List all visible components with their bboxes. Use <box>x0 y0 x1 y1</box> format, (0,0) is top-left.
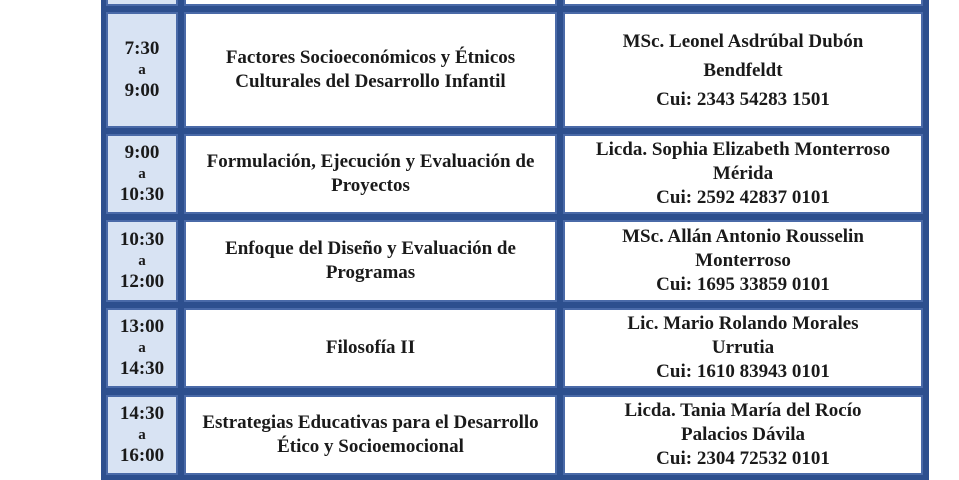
time-separator: a <box>138 253 146 269</box>
time-cell <box>106 134 178 214</box>
subject-cell <box>184 220 557 302</box>
teacher-cell <box>563 134 923 214</box>
start-time: 10:30 <box>119 229 165 250</box>
table-row-partial <box>106 0 924 6</box>
table-row <box>106 134 924 214</box>
teacher-name-line-1: Lic. Mario Rolando Morales <box>627 313 859 334</box>
teacher-name-line-1: Licda. Sophia Elizabeth Monterroso <box>595 139 891 160</box>
time-cell <box>106 12 178 128</box>
teacher-name-line-1: Licda. Tania María del Rocío <box>624 400 862 421</box>
time-cell <box>106 220 178 302</box>
subject-cell <box>184 308 557 388</box>
teacher-cell <box>563 12 923 128</box>
teacher-name-line-2: Monterroso <box>695 250 791 271</box>
table-row <box>106 308 924 388</box>
end-time: 16:00 <box>119 445 165 466</box>
teacher-cui: Cui: 1695 33859 0101 <box>656 274 830 295</box>
table-row <box>106 12 924 128</box>
subject-cell <box>184 0 557 6</box>
teacher-cell <box>563 395 923 475</box>
end-time: 12:00 <box>119 271 165 292</box>
time-separator: a <box>138 340 146 356</box>
subject-name: Enfoque del Diseño y Evaluación de Programas <box>225 238 516 283</box>
table-row <box>106 395 924 475</box>
teacher-name-line-2: Bendfeldt <box>703 59 783 81</box>
teacher-cui: Cui: 2304 72532 0101 <box>656 448 830 469</box>
teacher-name-line-1: MSc. Leonel Asdrúbal Dubón <box>622 30 864 52</box>
start-time: 14:30 <box>119 403 165 424</box>
schedule-table <box>101 0 929 480</box>
time-separator: a <box>138 62 146 78</box>
end-time: 14:30 <box>119 358 165 379</box>
teacher-cui: Cui: 2592 42837 0101 <box>656 187 830 208</box>
end-time: 10:30 <box>119 184 165 205</box>
teacher-name-line-2: Mérida <box>712 163 774 184</box>
teacher-name-line-2: Urrutia <box>711 337 775 358</box>
time-cell <box>106 395 178 475</box>
end-time: 9:00 <box>124 80 160 101</box>
time-cell <box>106 0 178 6</box>
table-row <box>106 220 924 302</box>
start-time: 13:00 <box>119 316 165 337</box>
teacher-cell <box>563 220 923 302</box>
start-time: 7:30 <box>124 38 160 59</box>
teacher-cell <box>563 308 923 388</box>
subject-cell <box>184 395 557 475</box>
start-time: 9:00 <box>124 142 160 163</box>
teacher-name-line-2: Palacios Dávila <box>680 424 806 445</box>
time-cell <box>106 308 178 388</box>
teacher-cui: Cui: 1610 83943 0101 <box>656 361 830 382</box>
subject-cell <box>184 12 557 128</box>
time-separator: a <box>138 166 146 182</box>
time-separator: a <box>138 427 146 443</box>
subject-cell <box>184 134 557 214</box>
subject-name: Factores Socioeconómicos y Étnicos Culturales del Desarrollo Infantil <box>225 47 516 92</box>
subject-name: Formulación, Ejecución y Evaluación de Proyectos <box>206 151 535 196</box>
subject-name: Filosofía II <box>325 337 416 358</box>
teacher-name-line-1: MSc. Allán Antonio Rousselin <box>622 226 864 247</box>
teacher-cui: Cui: 2343 54283 1501 <box>656 88 830 110</box>
subject-name: Estrategias Educativas para el Desarrollo Ético y Socioemocional <box>202 412 539 457</box>
teacher-cell <box>563 0 923 6</box>
